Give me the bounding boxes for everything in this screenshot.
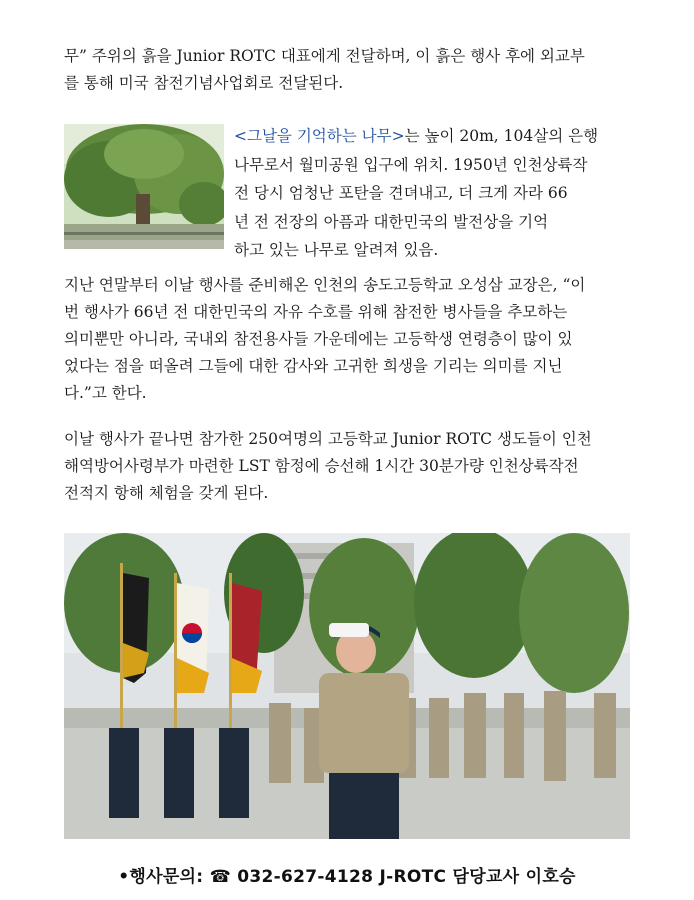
text-line: 를 통해 미국 참전기념사업회로 전달된다. [64,74,344,92]
text-line: 었다는 점을 떠올려 그들에 대한 감사와 고귀한 희생을 기리는 의미를 지닌 [64,357,563,375]
text-line: 무” 주위의 흙을 Junior ROTC 대표에게 전달하며, 이 흙은 행사 후에 외교부 [64,47,585,65]
tree-description [234,122,634,265]
text-line: 해역방어사령부가 마련한 LST 함정에 승선해 1시간 30분가량 인천상륙작전 [64,457,579,475]
text-line: 전적지 항해 체험을 갖게 된다. [64,484,269,502]
ginkgo-tree-photo [64,124,224,249]
tree-title-highlight: <그날을 기억하는 나무> [234,127,405,145]
text-line: 다.”고 한다. [64,384,147,402]
text-line: 지난 연말부터 이날 행사를 준비해온 인천의 송도고등학교 오성삼 교장은, “이 [64,276,586,294]
text-line: 년 전 전장의 아픔과 대한민국의 발전상을 기억 [234,212,549,231]
tree-description-rest: 는 높이 20m, 104살의 은행 [404,127,599,145]
text-line: 이날 행사가 끝나면 참가한 250여명의 고등학교 Junior ROTC 생도들이 인천 [64,430,592,448]
event-detail-paragraph [64,426,636,507]
principal-quote-paragraph [64,272,636,407]
tree-description-line [234,122,634,151]
text-line: 번 행사가 66년 전 대한민국의 자유 수호를 위해 참전한 병사들을 추모하는 [64,303,568,321]
contact-info: •행사문의: ☎ 032-627-4128 J-ROTC 담당교사 이호승 [118,867,576,887]
text-line: 하고 있는 나무로 알려져 있음. [234,241,439,259]
text-line: 전 당시 엄청난 포탄을 견뎌내고, 더 크게 자라 66 [234,184,568,202]
intro-paragraph [64,43,636,97]
rotc-parade-photo [64,533,630,839]
text-line: 나무로서 월미공원 입구에 위치. 1950년 인천상륙작 [234,155,588,174]
text-line: 의미뿐만 아니라, 국내외 참전용사들 가운데에는 고등학생 연령층이 많이 있 [64,330,573,348]
